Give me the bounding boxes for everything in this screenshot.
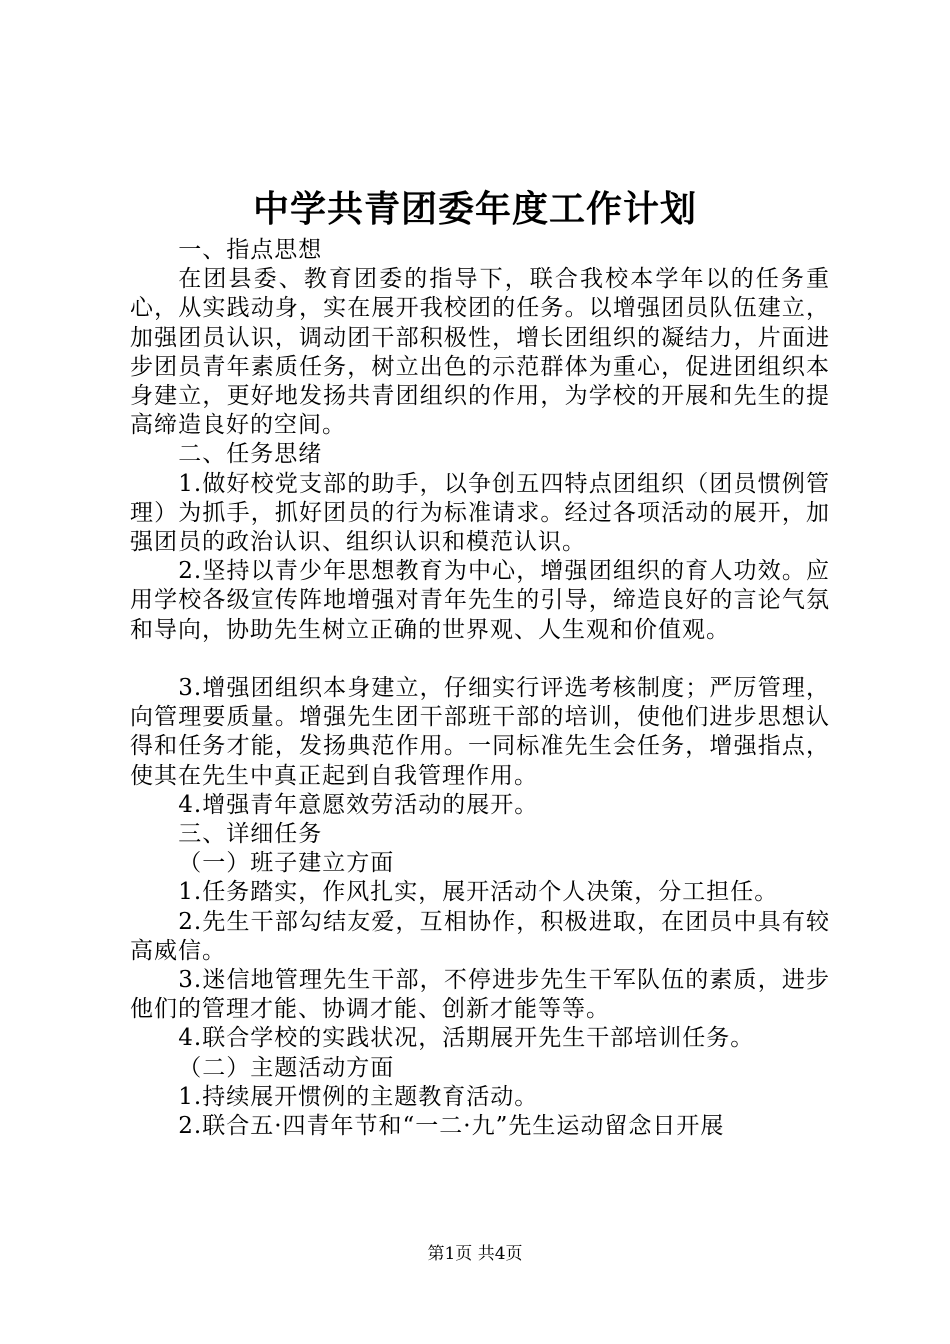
paragraph: 1.任务踏实，作风扎实，展开活动个人决策，分工担任。 <box>178 879 779 906</box>
section-heading-1: 一、指点思想 <box>178 237 323 263</box>
paragraph: 2.先生干部勾结友爱，互相协作，积极进取，在团员中具有较高威信。 <box>130 908 830 964</box>
paragraph: 2.坚持以青少年思想教育为中心，增强团组织的育人功效。应用学校各级宣传阵地增强对青年先生的引导，缔造良好的言论气氛和导向，协助先生树立正确的世界观、人生观和价值观。 <box>130 558 830 643</box>
document-title: 中学共青团委年度工作计划 <box>252 188 697 230</box>
paragraph: 1.做好校党支部的助手，以争创五四特点团组织（团员惯例管理）为抓手，抓好团员的行为标准请求。经过各项活动的展开，加强团员的政治认识、组织认识和模范认识。 <box>130 470 830 556</box>
paragraph: 3.迷信地管理先生干部，不停进步先生干军队伍的素质，进步他们的管理才能、协调才能、创新才能等等。 <box>130 967 830 1023</box>
subsection-heading: （二）主题活动方面 <box>178 1054 395 1081</box>
paragraph: 1.持续展开惯例的主题教育活动。 <box>178 1083 539 1110</box>
paragraph: 2.联合五·四青年节和“一二·九”先生运动留念日开展 <box>178 1113 725 1140</box>
paragraph: 4.增强青年意愿效劳活动的展开。 <box>178 791 539 818</box>
section-heading-3: 三、详细任务 <box>178 821 323 848</box>
paragraph: 4.联合学校的实践状况，活期展开先生干部培训任务。 <box>178 1025 755 1052</box>
paragraph: 3.增强团组织本身建立，仔细实行评选考核制度；严厉管理，向管理要质量。增强先生团干部班干部的培训，使他们进步思想认得和任务才能，发扬典范作用。一同标准先生会任务，增强指点，使其在先生中真正起到自我管理作用。 <box>130 675 830 789</box>
subsection-heading: （一）班子建立方面 <box>178 850 395 877</box>
document-body <box>130 236 830 1141</box>
page-footer: 第1页 共4页 <box>427 1244 523 1264</box>
paragraph: 在团县委、教育团委的指导下，联合我校本学年以的任务重心，从实践动身，实在展开我校团的任务。以增强团员队伍建立，加强团员认识，调动团干部积极性，增长团组织的凝结力，片面进步团员青年素质任务，树立出色的示范群体为重心，促进团组织本身建立，更好地发扬共青团组织的作用，为学校的开展和先生的提高缔造良好的空间。 <box>130 266 830 439</box>
section-heading-2: 二、任务思绪 <box>178 441 323 468</box>
